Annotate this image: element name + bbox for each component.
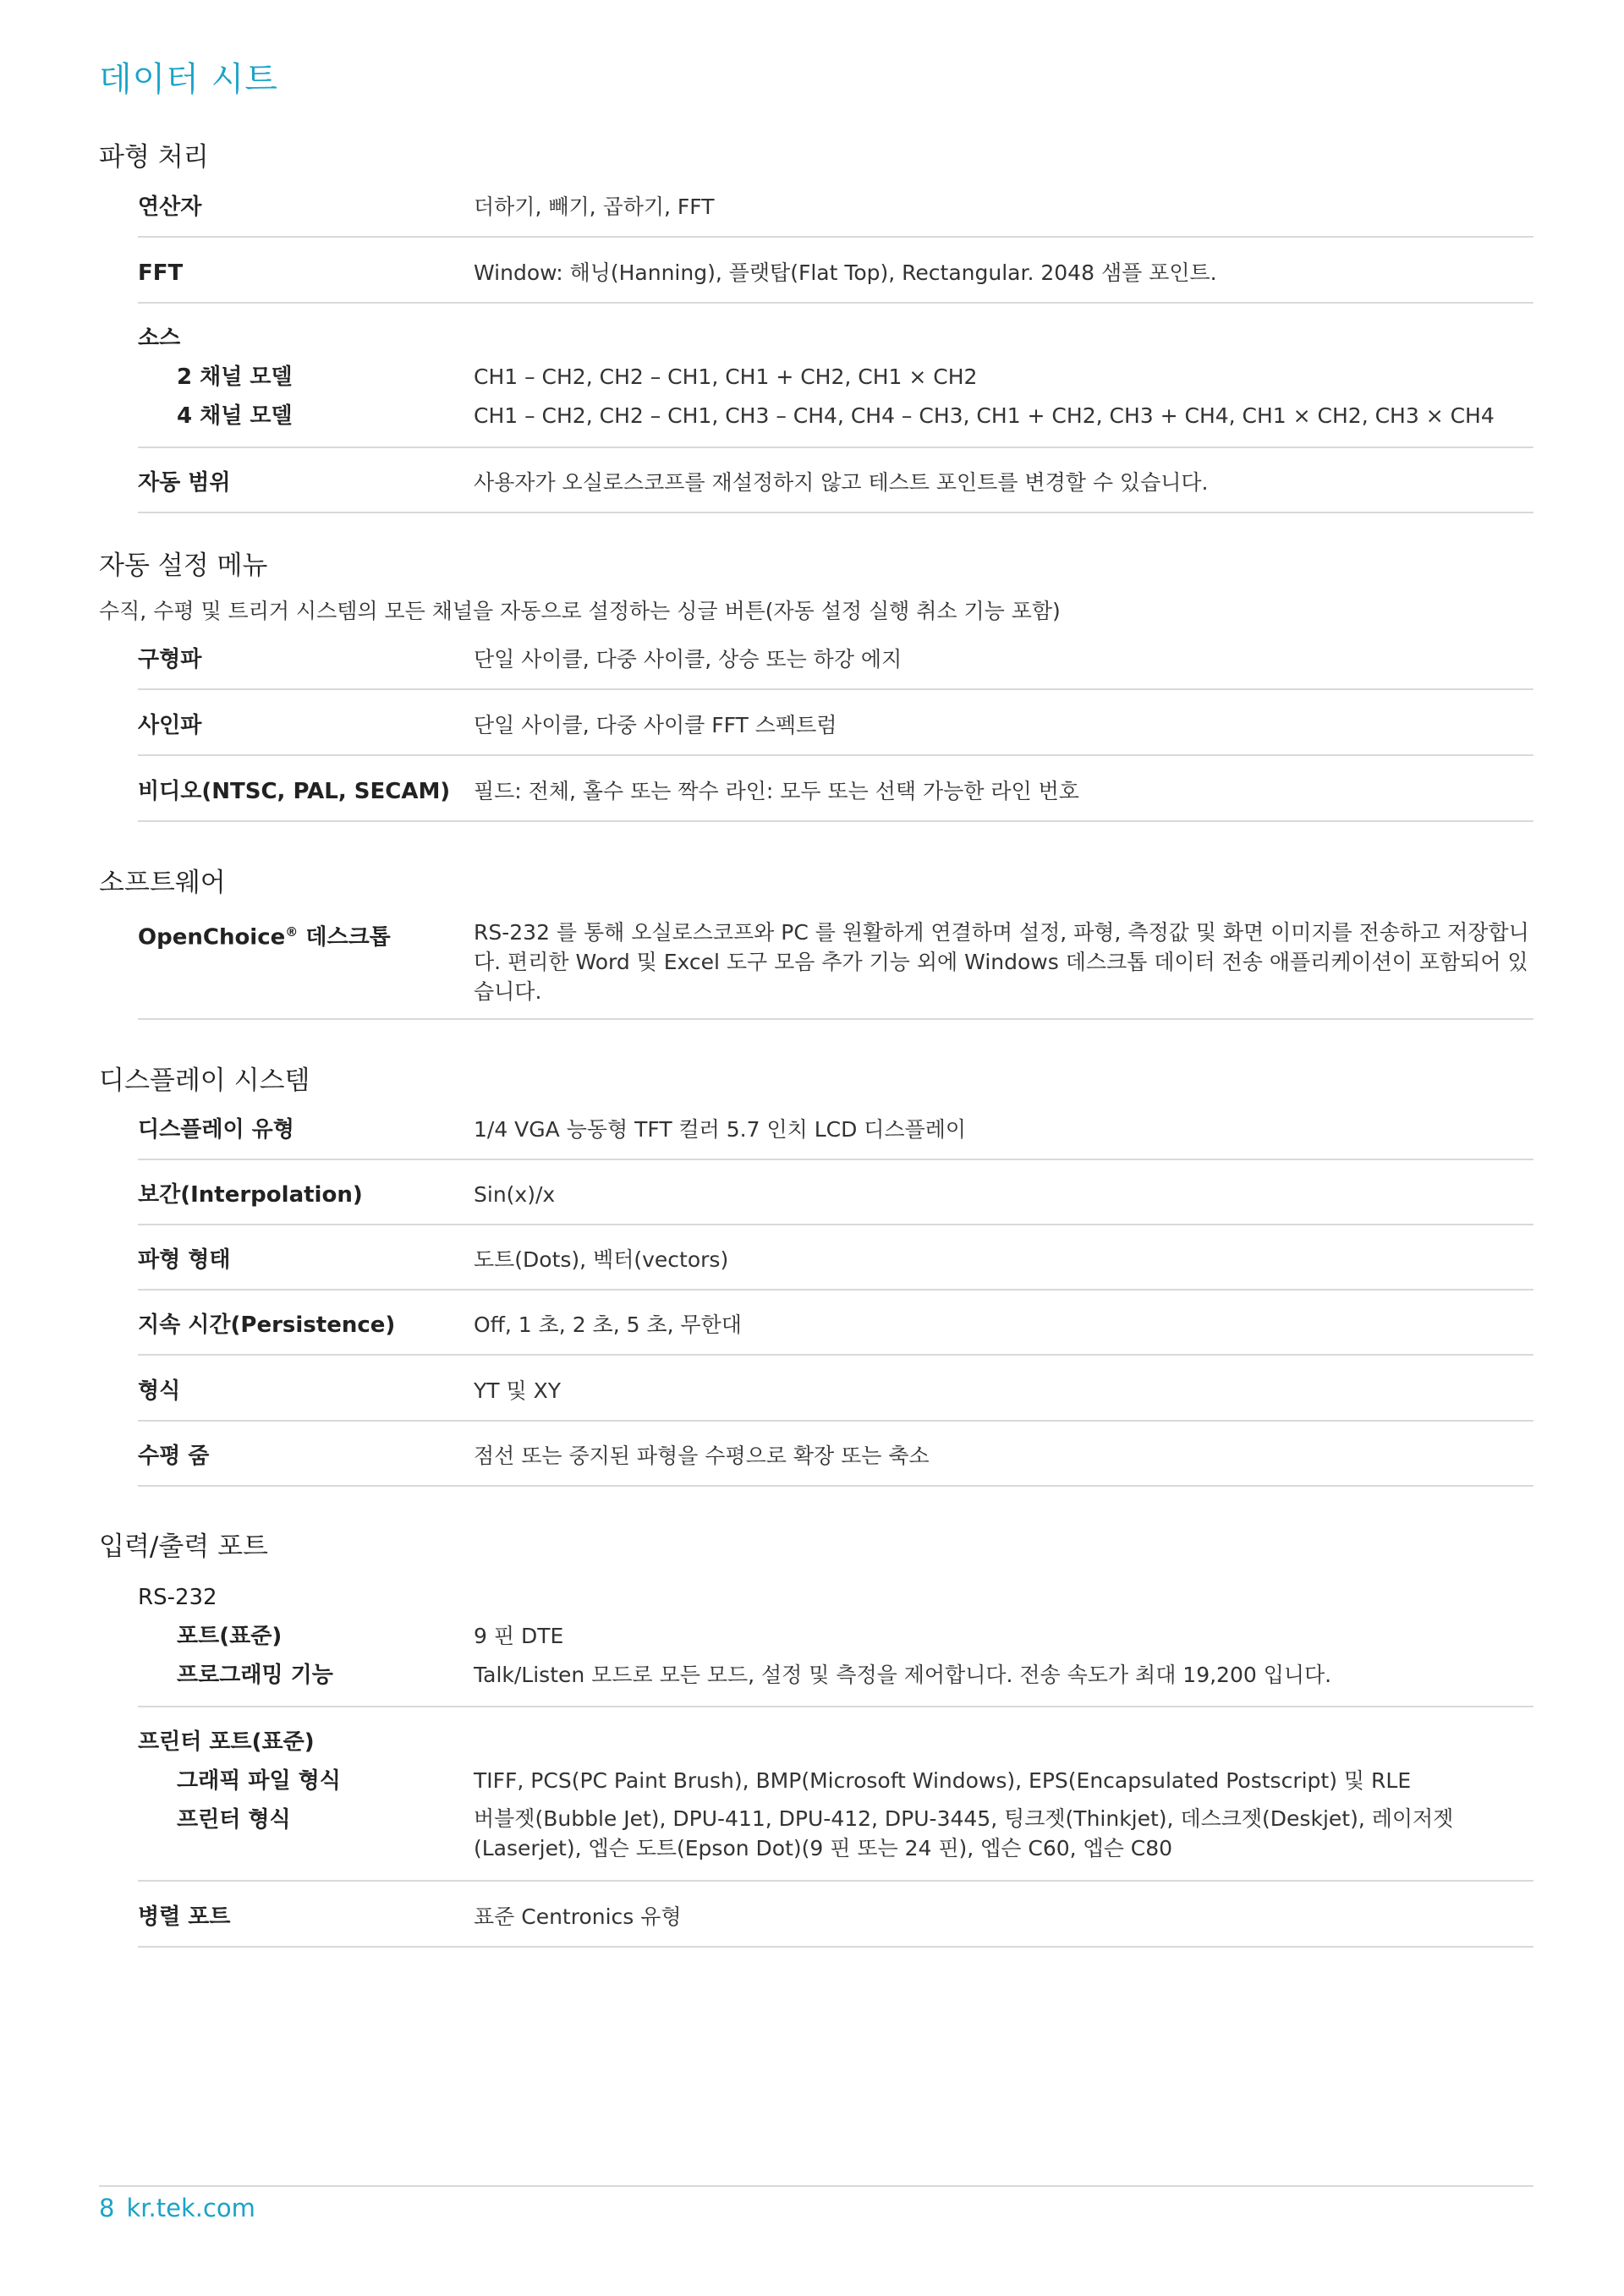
- spec-value: 도트(Dots), 벡터(vectors): [474, 1247, 729, 1272]
- spec-value: Window: 해닝(Hanning), 플랫탑(Flat Top), Rectangular. 2048 샘플 포인트.: [474, 260, 1217, 285]
- spec-sublabel: 4 채널 모델: [177, 403, 293, 429]
- section-heading-waveform: 파형 처리: [99, 142, 209, 173]
- spec-value: CH1 – CH2, CH2 – CH1, CH3 – CH4, CH4 – CH3, CH1 + CH2, CH3 + CH4, CH1 × CH2, CH3 × CH4: [474, 403, 1495, 428]
- page-title: 데이터 시트: [99, 60, 278, 99]
- spec-row-sine-wave: [138, 706, 1533, 756]
- registered-mark: ®: [285, 924, 299, 940]
- spec-value: 점선 또는 중지된 파형을 수평으로 확장 또는 축소: [474, 1444, 930, 1468]
- section-heading-display: 디스플레이 시스템: [99, 1066, 310, 1096]
- spec-row-source: [138, 319, 1533, 448]
- spec-label: 병렬 포트: [138, 1904, 231, 1930]
- spec-row-openchoice: [138, 912, 1533, 1020]
- spec-label-main: OpenChoice: [138, 924, 286, 951]
- spec-label: 연산자: [138, 195, 202, 220]
- spec-label: 구형파: [138, 647, 202, 672]
- spec-row-autorange: [138, 463, 1533, 513]
- spec-value: Talk/Listen 모드로 모든 모드, 설정 및 측정을 제어합니다. 전송 속도가 최대 19,200 입니다.: [474, 1663, 1332, 1687]
- spec-label: 사인파: [138, 713, 202, 738]
- spec-row-parallel-port: [138, 1898, 1533, 1948]
- spec-value: Off, 1 초, 2 초, 5 초, 무한대: [474, 1312, 742, 1337]
- section-heading-software: 소프트웨어: [99, 868, 226, 898]
- spec-sublabel: 프린터 형식: [177, 1807, 291, 1833]
- section-description: 수직, 수평 및 트리거 시스템의 모든 채널을 자동으로 설정하는 싱글 버튼(자동 설정 실행 취소 기능 포함): [99, 599, 1061, 623]
- spec-label: 수평 줌: [138, 1444, 210, 1469]
- spec-value: 표준 Centronics 유형: [474, 1904, 682, 1929]
- footer-site-link[interactable]: kr.tek.com: [126, 2194, 255, 2222]
- spec-label: FFT: [138, 260, 184, 286]
- spec-label: 파형 형태: [138, 1247, 231, 1273]
- spec-value: Sin(x)/x: [474, 1182, 556, 1207]
- spec-value: 버블젯(Bubble Jet), DPU-411, DPU-412, DPU-3445, 팅크젯(Thinkjet), 데스크젯(Deskjet), 레이저젯(Laserjet), 엡슨 도트(Epson Dot)(9 핀 또는 24 핀), 엡슨 C60, 엡슨 C80: [474, 1806, 1454, 1860]
- page-footer: [99, 2194, 255, 2222]
- spec-row-waveform-style: [138, 1241, 1533, 1290]
- spec-label: 디스플레이 유형: [138, 1117, 294, 1143]
- spec-label: 지속 시간(Persistence): [138, 1312, 396, 1338]
- spec-sublabel: 프로그래밍 기능: [177, 1663, 333, 1688]
- spec-label: [138, 912, 468, 957]
- spec-label: 프린터 포트(표준): [138, 1729, 315, 1755]
- spec-value: 단일 사이클, 다중 사이클, 상승 또는 하강 에지: [474, 647, 903, 671]
- spec-value: YT 및 XY: [474, 1378, 561, 1403]
- spec-value: CH1 – CH2, CH2 – CH1, CH1 + CH2, CH1 × CH2: [474, 364, 978, 389]
- spec-sublabel: 포트(표준): [177, 1624, 283, 1649]
- spec-value: 1/4 VGA 능동형 TFT 컬러 5.7 인치 LCD 디스플레이: [474, 1117, 967, 1142]
- spec-row-video: [138, 772, 1533, 822]
- spec-sublabel: 그래픽 파일 형식: [177, 1768, 341, 1794]
- spec-value: TIFF, PCS(PC Paint Brush), BMP(Microsoft Windows), EPS(Encapsulated Postscript) 및 RLE: [474, 1768, 1412, 1793]
- spec-label: 형식: [138, 1378, 181, 1404]
- spec-label: 보간(Interpolation): [138, 1182, 363, 1208]
- spec-value: 9 핀 DTE: [474, 1624, 564, 1648]
- spec-value: 더하기, 빼기, 곱하기, FFT: [474, 195, 715, 219]
- spec-label-tail: 데스크톱: [298, 924, 391, 951]
- spec-row-fft: [138, 254, 1533, 304]
- section-heading-autoset: 자동 설정 메뉴: [99, 551, 268, 581]
- spec-value: 필드: 전체, 홀수 또는 짝수 라인: 모두 또는 선택 가능한 라인 번호: [474, 779, 1079, 803]
- spec-label: 비디오(NTSC, PAL, SECAM): [138, 779, 451, 804]
- spec-sublabel: 2 채널 모델: [177, 364, 293, 390]
- spec-row-display-type: [138, 1110, 1533, 1160]
- spec-label: 자동 범위: [138, 470, 231, 496]
- footer-divider: [99, 2185, 1533, 2187]
- spec-label: 소스: [138, 326, 181, 351]
- spec-row-persistence: [138, 1306, 1533, 1356]
- spec-row-horizontal-zoom: [138, 1437, 1533, 1487]
- page-number: 8: [99, 2194, 115, 2222]
- spec-row-interpolation: [138, 1175, 1533, 1225]
- spec-label: RS-232: [138, 1585, 217, 1610]
- spec-row-operators: [138, 188, 1533, 238]
- spec-row-printer-port: [138, 1723, 1533, 1882]
- spec-row-square-wave: [138, 640, 1533, 690]
- spec-value: 사용자가 오실로스코프를 재설정하지 않고 테스트 포인트를 변경할 수 있습니다.: [474, 470, 1209, 495]
- spec-row-format: [138, 1372, 1533, 1422]
- spec-row-rs232: [138, 1578, 1533, 1707]
- section-heading-io: 입력/출력 포트: [99, 1532, 268, 1562]
- spec-value: 단일 사이클, 다중 사이클 FFT 스펙트럼: [474, 713, 837, 737]
- spec-value: RS-232 를 통해 오실로스코프와 PC 를 원활하게 연결하며 설정, 파형, 측정값 및 화면 이미지를 전송하고 저장합니다. 편리한 Word 및 Excel 도구 모음 추가 기능 외에 Windows 데스크톱 데이터 전송 애플리케이션이 포함되어 있습니다.: [474, 920, 1529, 1004]
